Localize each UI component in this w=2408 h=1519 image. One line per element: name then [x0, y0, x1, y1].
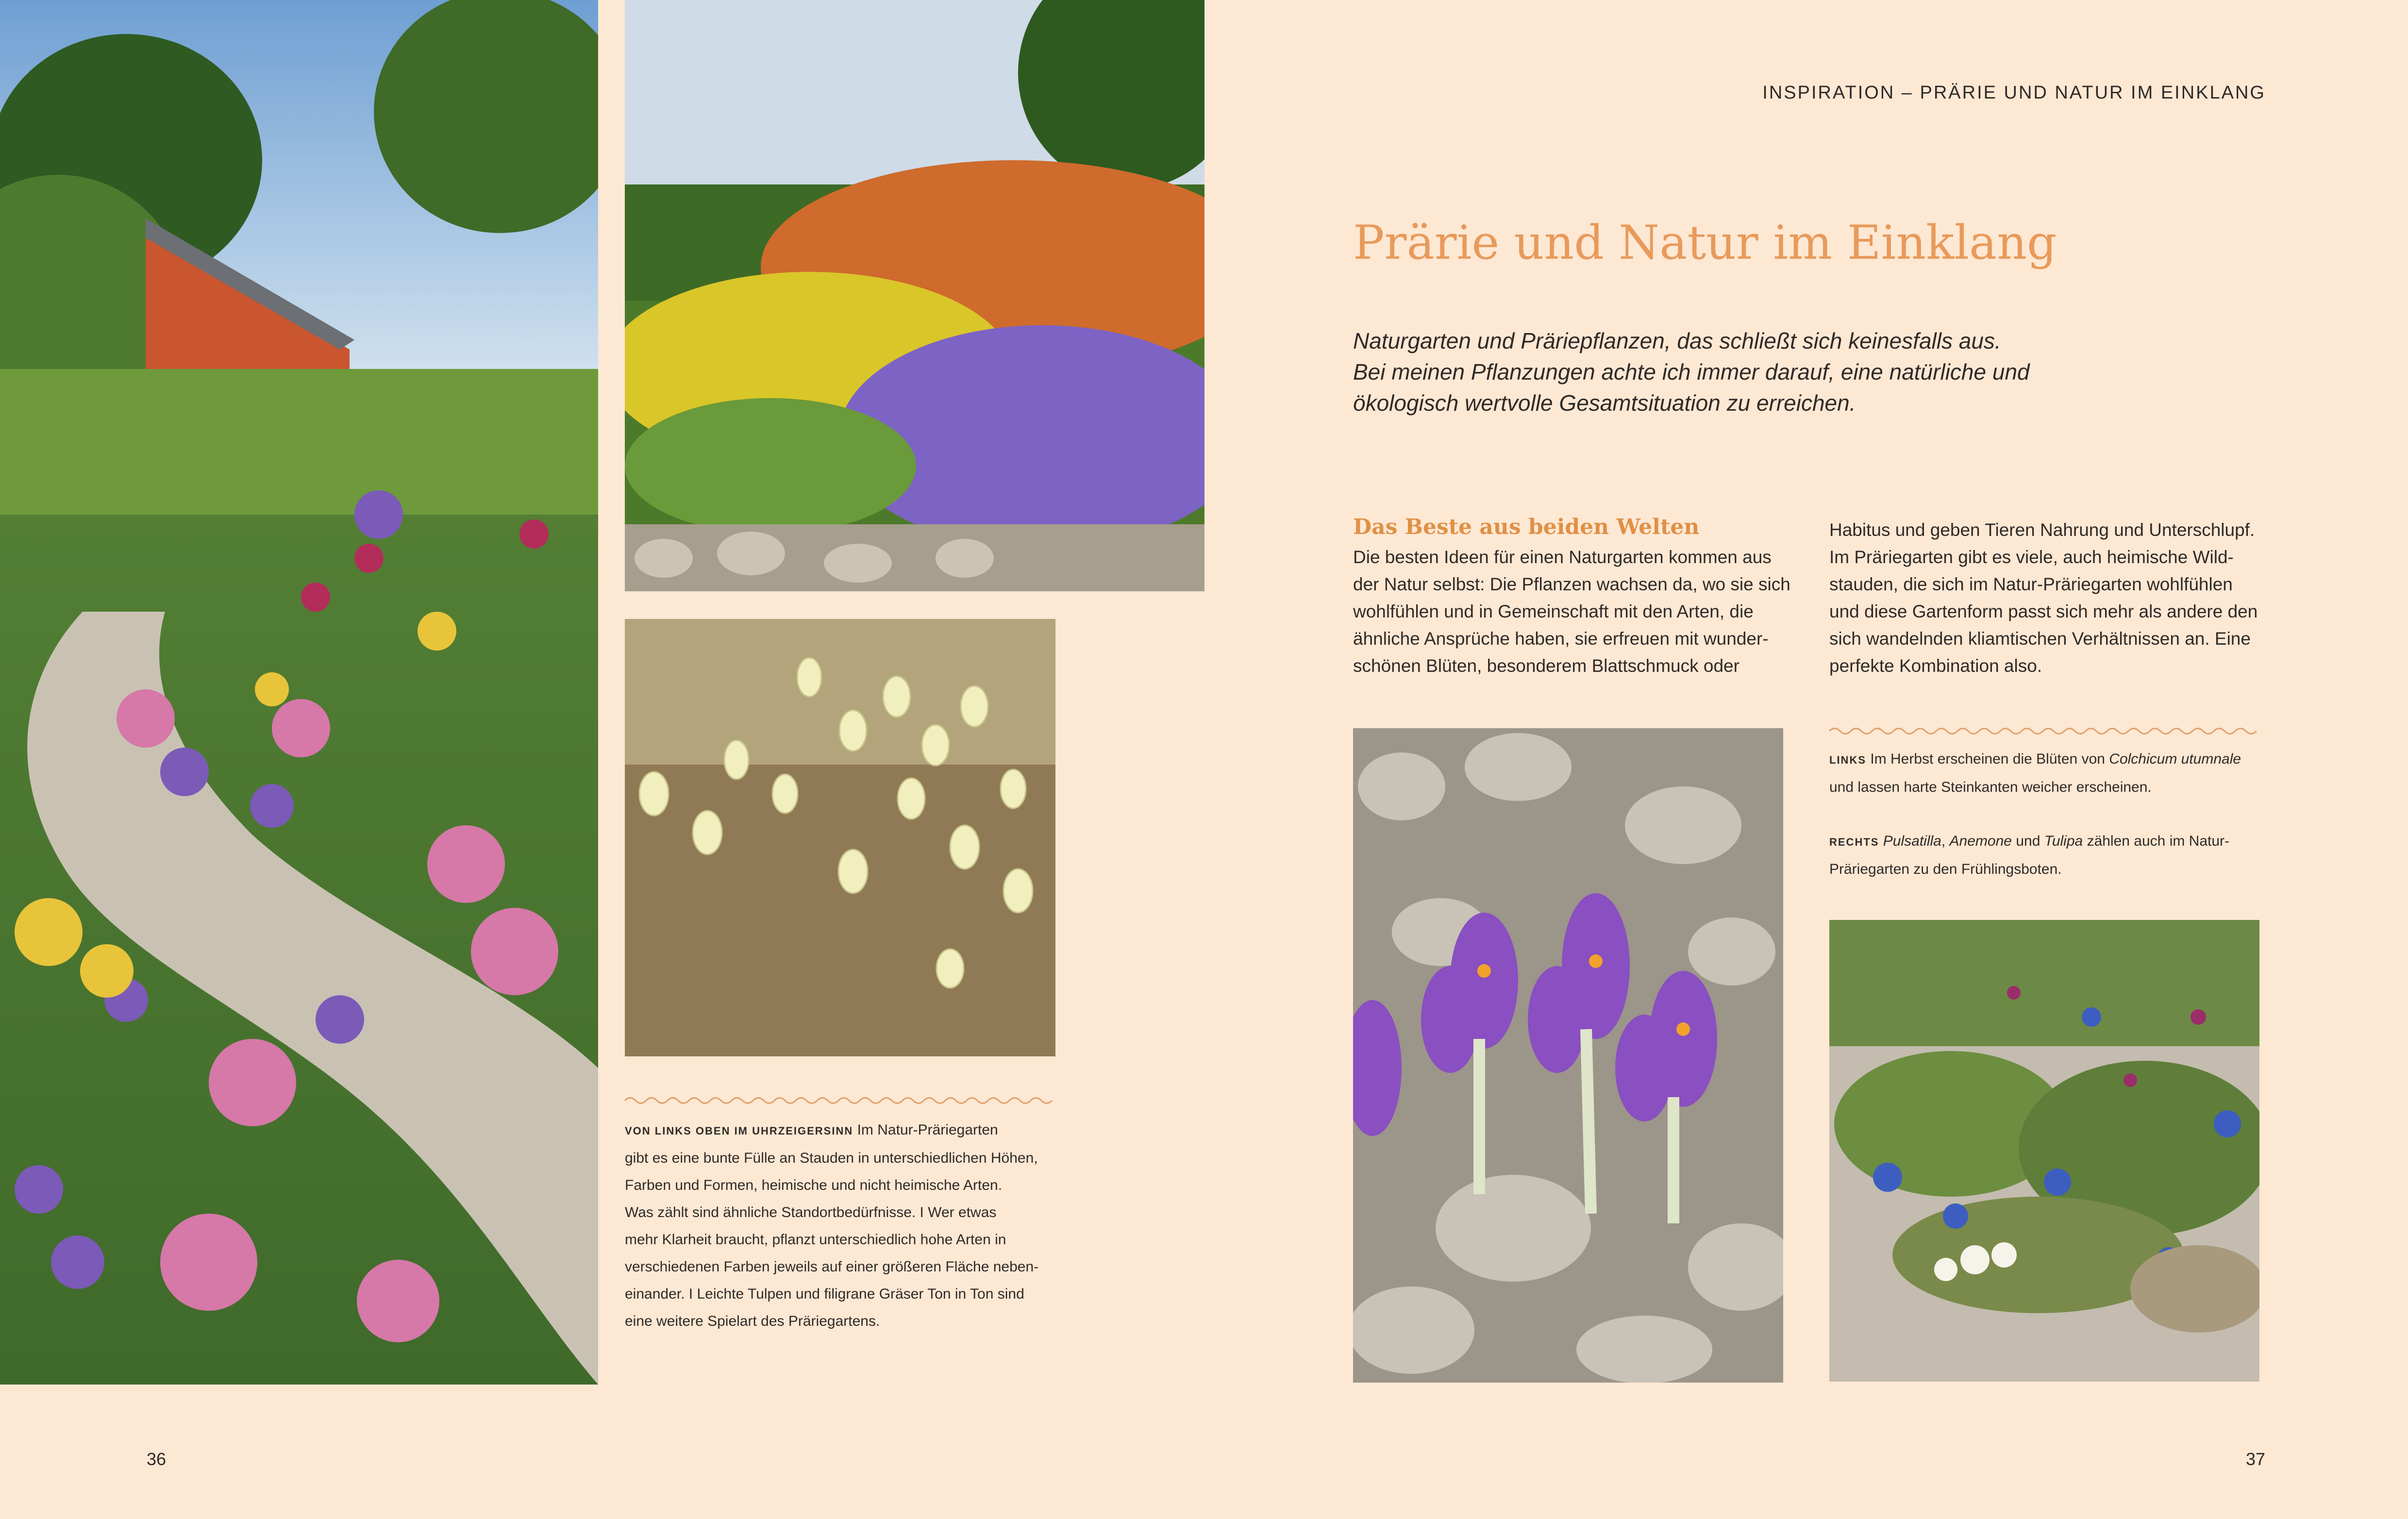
caption-line: mehr Klarheit braucht, pflanzt unterschiedlich hohe Arten in — [625, 1232, 1006, 1248]
caption-species: Tulipa — [2044, 833, 2083, 849]
body-line: wohlfühlen und in Gemeinschaft mit den Arten, die — [1353, 601, 1754, 621]
caption-line: eine weitere Spielart des Präriegartens. — [625, 1313, 880, 1329]
photo-caption-left — [625, 1117, 1062, 1335]
caption-text: zählen auch im Natur- — [2087, 833, 2230, 849]
caption-species: Pulsatilla — [1883, 833, 1941, 849]
wavy-divider — [625, 1095, 1055, 1106]
intro-line: Naturgarten und Präriepflanzen, das schließt sich keinesfalls aus. — [1353, 328, 2001, 353]
body-line: Die besten Ideen für einen Naturgarten kommen aus — [1353, 547, 1772, 567]
page-number-right: 37 — [2246, 1449, 2266, 1469]
photo-caption-rechts — [1829, 828, 2266, 883]
caption-text: Im Natur-Präriegarten — [857, 1122, 998, 1138]
body-line: Im Präriegarten gibt es viele, auch heimische Wild- — [1829, 547, 2234, 567]
caption-line — [1829, 746, 2266, 774]
caption-line: Farben und Formen, heimische und nicht heimische Arten. — [625, 1177, 1003, 1193]
running-header: INSPIRATION – PRÄRIE UND NATUR IM EINKLANG — [1762, 83, 2266, 103]
caption-line: Was zählt sind ähnliche Standortbedürfnisse. I Wer etwas — [625, 1204, 997, 1220]
body-text-column-1 — [1353, 544, 1790, 680]
body-line: stauden, die sich im Natur-Präriegarten wohlfühlen — [1829, 574, 2233, 594]
caption-label: RECHTS — [1829, 836, 1879, 848]
caption-text: Im Herbst erscheinen die Blüten von — [1870, 751, 2105, 767]
caption-line: Präriegarten zu den Frühlingsboten. — [1829, 861, 2062, 877]
intro-line: Bei meinen Pflanzungen achte ich immer darauf, eine natürliche und — [1353, 359, 2030, 384]
flower-bank-photo — [625, 0, 1204, 591]
caption-text: und — [2016, 833, 2040, 849]
caption-line — [625, 1117, 1062, 1145]
body-text-column-2 — [1829, 517, 2266, 680]
section-heading: Das Beste aus beiden Welten — [1353, 515, 1700, 539]
wavy-divider — [1829, 726, 2259, 736]
body-line: ähnliche Ansprüche haben, sie erfreuen mit wunder- — [1353, 629, 1769, 649]
body-line: schönen Blüten, besonderem Blattschmuck oder — [1353, 656, 1739, 676]
page-number-left: 36 — [147, 1449, 167, 1469]
crocus-gravel-photo — [1353, 728, 1783, 1383]
photo-caption-links — [1829, 746, 2266, 801]
body-line: der Natur selbst: Die Pflanzen wachsen da, wo sie sich — [1353, 574, 1790, 594]
caption-line — [1829, 828, 2266, 856]
caption-line: gibt es eine bunte Fülle an Stauden in unterschiedlichen Höhen, — [625, 1150, 1038, 1166]
caption-label: VON LINKS OBEN IM UHRZEIGERSINN — [625, 1125, 853, 1137]
prairie-garden-path-photo — [0, 0, 598, 1385]
caption-label: LINKS — [1829, 754, 1866, 766]
caption-line: einander. I Leichte Tulpen und filigrane Gräser Ton in Ton sind — [625, 1286, 1024, 1302]
caption-line: und lassen harte Steinkanten weicher erscheinen. — [1829, 779, 2152, 795]
intro-line: ökologisch wertvolle Gesamtsituation zu erreichen. — [1353, 390, 1856, 416]
caption-species: Colchicum utumnale — [2109, 751, 2241, 767]
body-line: perfekte Kombination also. — [1829, 656, 2042, 676]
body-line: sich wandelnden kliamtischen Verhältnissen an. Eine — [1829, 629, 2251, 649]
caption-separator: , — [1941, 833, 1946, 849]
body-line: und diese Gartenform passt sich mehr als andere den — [1829, 601, 2258, 621]
intro-paragraph — [1353, 325, 2081, 418]
page-title: Prärie und Natur im Einklang — [1353, 216, 2057, 270]
tulips-grass-photo — [625, 619, 1055, 1056]
caption-species: Anemone — [1949, 833, 2012, 849]
body-line: Habitus und geben Tieren Nahrung und Unterschlupf. — [1829, 520, 2255, 540]
pulsatilla-anemone-photo — [1829, 920, 2259, 1382]
caption-line: verschiedenen Farben jeweils auf einer größeren Fläche neben- — [625, 1259, 1039, 1275]
